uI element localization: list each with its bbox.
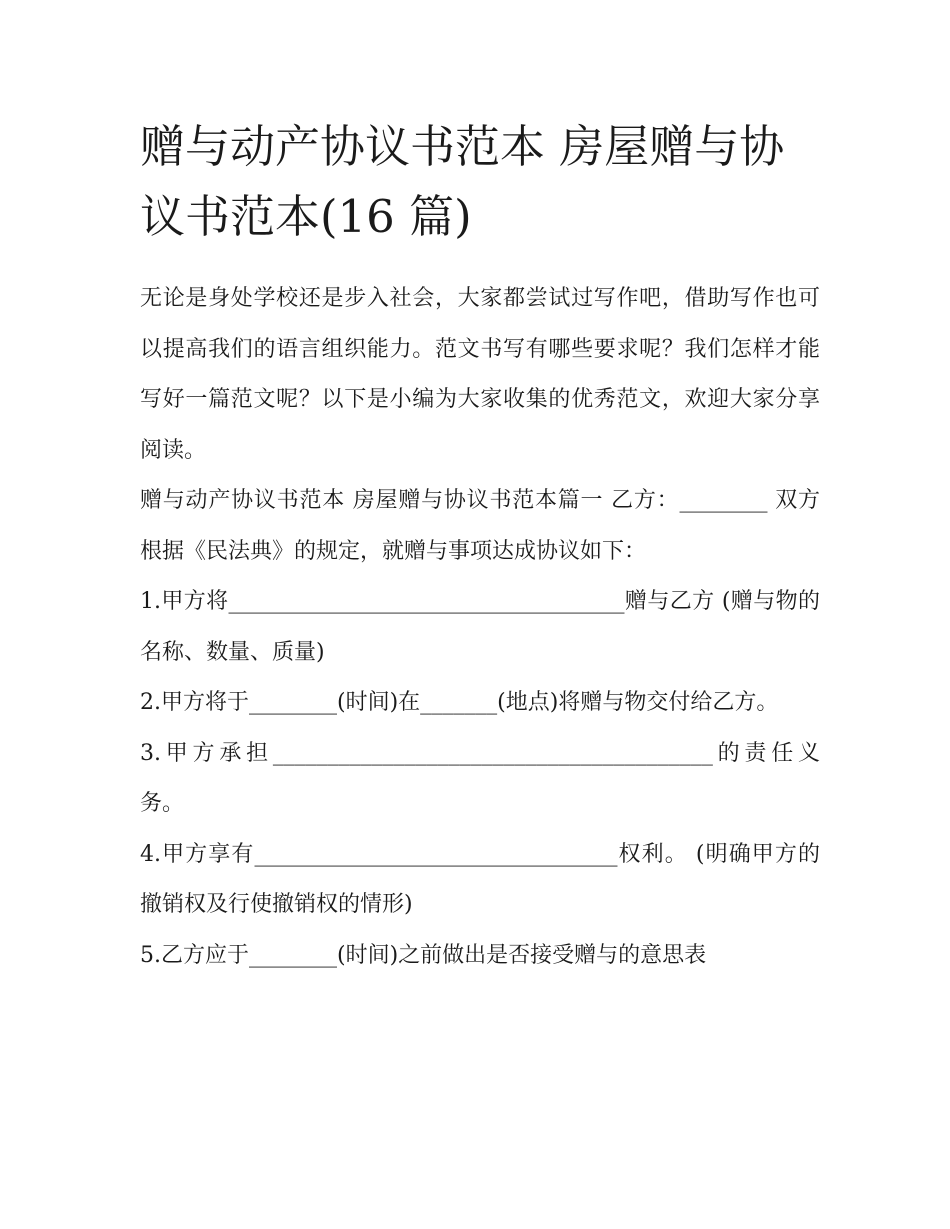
clause-1: 1.甲方将____________________________________赠与乙方 (赠与物的名称、数量、质量) xyxy=(140,589,820,665)
clause-5: 5.乙方应于________(时间)之前做出是否接受赠与的意思表 xyxy=(140,942,707,968)
clause-4: 4.甲方享有_________________________________权利。 (明确甲方的撤销权及行使撤销权的情形) xyxy=(140,841,820,917)
clause-2: 2.甲方将于________(时间)在_______(地点)将赠与物交付给乙方。 xyxy=(140,690,779,715)
document-page xyxy=(140,112,820,981)
agreement-preamble: 赠与动产协议书范本 房屋赠与协议书范本篇一 乙方：________ 双方根据《民法典》的规定，就赠与事项达成协议如下： xyxy=(140,488,820,564)
intro-paragraph: 无论是身处学校还是步入社会，大家都尝试过写作吧，借助写作也可以提高我们的语言组织能力。范文书写有哪些要求呢？我们怎样才能写好一篇范文呢？以下是小编为大家收集的优秀范文，欢迎大家分享阅读。 xyxy=(140,286,820,463)
clause-3: 3.甲方承担________________________________________的责任义务。 xyxy=(140,740,820,816)
document-body xyxy=(140,274,820,981)
document-title: 赠与动产协议书范本 房屋赠与协议书范本(16 篇) xyxy=(140,120,785,243)
